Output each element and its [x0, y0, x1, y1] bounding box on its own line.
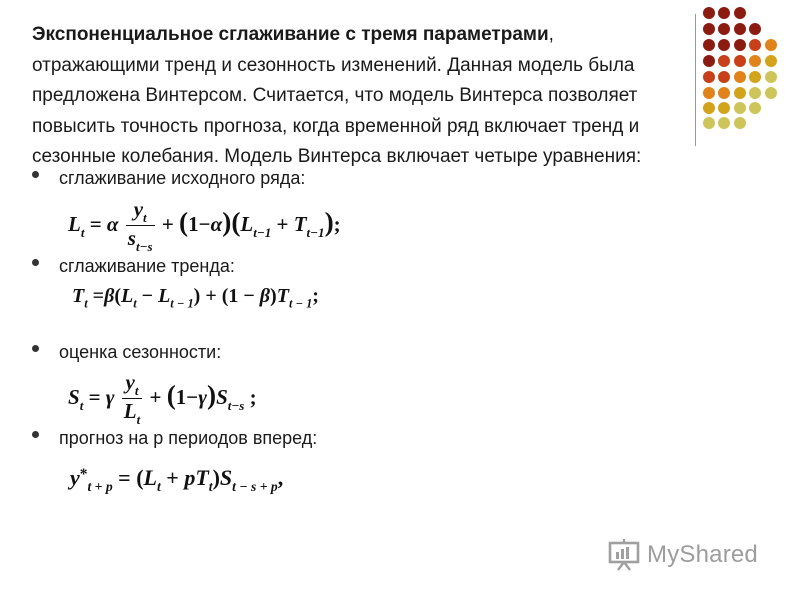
watermark-logo — [607, 537, 758, 573]
presentation-board-icon — [607, 538, 641, 572]
decorative-dot — [734, 117, 746, 129]
formula-punctuation: , — [277, 465, 284, 490]
formula-operator: = — [89, 211, 102, 236]
formula-symbol: S — [219, 465, 233, 490]
formula-symbol: L — [143, 465, 157, 490]
formula-symbol: T — [276, 285, 289, 307]
decorative-dot — [718, 7, 730, 19]
bullet-item-seasonality — [32, 342, 221, 363]
bullet-icon — [32, 259, 39, 266]
formula-symbol: L — [158, 285, 171, 307]
formula-punctuation: ; — [312, 285, 319, 307]
watermark-text: MyShared — [647, 541, 758, 568]
decorative-dot — [703, 23, 715, 35]
formula-subscript: t−1 — [306, 224, 325, 240]
formula-number: 1 — [175, 384, 187, 409]
formula-symbol: T — [195, 465, 209, 490]
formula-subscript: t — [134, 382, 139, 398]
decorative-dot — [703, 39, 715, 51]
formula-number: 1 — [188, 211, 199, 236]
formula-symbol: S — [68, 384, 80, 409]
formula-number: 1 — [228, 285, 239, 307]
formula-subscript: t — [133, 296, 137, 311]
decorative-dot — [734, 87, 746, 99]
formula-symbol: β — [104, 285, 115, 307]
decorative-dot — [718, 55, 730, 67]
slide-title: Экспоненциальное сглаживание с тремя параметрами — [32, 24, 549, 45]
formula-operator: − — [198, 211, 211, 236]
formula-paren: ( — [166, 379, 176, 410]
formula-symbol: γ — [105, 384, 115, 409]
intro-line-2: отражающими тренд и сезонность изменений. Данная модель была — [32, 54, 635, 76]
intro-line-4: повысить точность прогноза, когда временной ряд включает тренд и — [32, 115, 640, 137]
bullet-label: прогноз на p периодов вперед: — [59, 428, 318, 448]
decorative-dot — [765, 71, 777, 83]
bullet-icon — [32, 345, 39, 352]
formula-subscript: t — [84, 296, 88, 311]
formula-trend — [72, 285, 319, 312]
formula-forecast — [70, 465, 283, 495]
formula-subscript: t — [80, 224, 85, 240]
formula-operator: = — [92, 285, 105, 307]
formula-symbol: L — [121, 285, 134, 307]
formula-symbol: s — [127, 225, 136, 250]
decorative-dot — [749, 87, 761, 99]
formula-operator: = — [118, 465, 131, 490]
title-tail: , — [548, 24, 554, 45]
formula-operator: − — [243, 285, 255, 307]
formula-subscript: t — [156, 479, 161, 495]
decorative-dot — [718, 71, 730, 83]
decorative-dot — [734, 102, 746, 114]
decorative-dot — [765, 55, 777, 67]
formula-symbol: p — [184, 465, 196, 490]
formula-symbol: L — [68, 211, 81, 236]
bullet-item-smoothing-series — [32, 168, 305, 189]
decorative-dot — [749, 71, 761, 83]
decorative-dot — [734, 23, 746, 35]
formula-symbol: T — [293, 211, 307, 236]
bullet-label: сглаживание исходного ряда: — [59, 168, 306, 188]
decorative-dot — [718, 117, 730, 129]
formula-operator: + — [149, 384, 162, 409]
formula-punctuation: ; — [333, 211, 341, 236]
intro-line-5: сезонные колебания. Модель Винтерса включает четыре уравнения: — [32, 146, 642, 167]
formula-symbol: α — [106, 211, 119, 236]
formula-star-mark: * — [79, 465, 88, 483]
formula-symbol: α — [210, 211, 223, 236]
formula-operator: + — [166, 465, 179, 490]
formula-paren: ( — [231, 206, 241, 237]
formula-paren: ) — [207, 379, 217, 410]
decorative-dot — [749, 39, 761, 51]
formula-operator: − — [141, 285, 154, 307]
formula-paren: ) — [193, 285, 201, 307]
decorative-dot — [703, 102, 715, 114]
formula-symbol: L — [123, 398, 137, 423]
formula-subscript: t−s — [135, 238, 153, 254]
decorative-dot — [749, 55, 761, 67]
decorative-dot — [718, 87, 730, 99]
formula-symbol: β — [259, 285, 271, 307]
decorative-dot — [703, 117, 715, 129]
decorative-dot — [703, 7, 715, 19]
formula-operator: − — [186, 384, 199, 409]
formula-symbol: S — [216, 384, 228, 409]
formula-subscript: t − s + p — [232, 479, 278, 495]
decorative-dot — [749, 23, 761, 35]
formula-paren: ) — [222, 206, 232, 237]
bullet-icon — [32, 431, 39, 438]
formula-subscript: t − 1 — [170, 296, 194, 311]
formula-paren: ( — [114, 285, 121, 307]
decorative-dot — [734, 7, 746, 19]
formula-subscript: t — [208, 479, 213, 495]
formula-operator: = — [88, 384, 101, 409]
formula-subscript: t — [136, 411, 141, 427]
formula-punctuation: ; — [249, 384, 257, 409]
decorative-dot — [734, 71, 746, 83]
decorative-dot — [703, 87, 715, 99]
decorative-dot — [703, 71, 715, 83]
decorative-dot — [718, 23, 730, 35]
formula-subscript: t + p — [87, 479, 113, 495]
formula-subscript: t−s — [227, 397, 245, 413]
formula-paren: ) — [270, 285, 277, 307]
decorative-dot — [718, 102, 730, 114]
decorative-dot-grid — [0, 0, 800, 140]
formula-subscript: t — [143, 209, 147, 225]
bullet-item-trend-smoothing — [32, 256, 235, 277]
formula-operator: + — [205, 285, 217, 307]
bullet-item-forecast — [32, 428, 317, 449]
bullet-icon — [32, 171, 39, 178]
formula-level — [68, 198, 341, 254]
decorative-dot — [734, 55, 746, 67]
formula-symbol: T — [72, 285, 85, 307]
formula-paren: ) — [324, 206, 334, 237]
decorative-dot — [765, 39, 777, 51]
formula-symbol: y — [70, 465, 80, 490]
formula-symbol: L — [240, 211, 254, 236]
bullet-label: оценка сезонности: — [59, 342, 222, 362]
formula-subscript: t — [79, 397, 84, 413]
formula-symbol: y — [133, 197, 144, 221]
bullet-label: сглаживание тренда: — [59, 256, 235, 276]
decorative-dot — [765, 87, 777, 99]
formula-symbol: γ — [198, 384, 208, 409]
formula-operator: + — [276, 211, 289, 236]
decorative-dot — [703, 55, 715, 67]
formula-subscript: t − 1 — [288, 296, 313, 311]
formula-fraction — [122, 371, 142, 427]
decorative-dot — [749, 102, 761, 114]
formula-paren: ( — [179, 206, 189, 237]
formula-paren: ( — [221, 285, 229, 307]
formula-subscript: t−1 — [253, 224, 272, 240]
formula-symbol: y — [125, 370, 135, 394]
intro-line-3: предложена Винтерсом. Считается, что модель Винтерса позволяет — [32, 85, 638, 106]
formula-paren: ) — [212, 465, 220, 490]
formula-seasonality — [68, 371, 257, 427]
formula-operator: + — [161, 211, 174, 236]
formula-fraction — [126, 198, 155, 254]
decorative-dot — [734, 39, 746, 51]
decorative-dot — [718, 39, 730, 51]
formula-paren: ( — [136, 465, 144, 490]
